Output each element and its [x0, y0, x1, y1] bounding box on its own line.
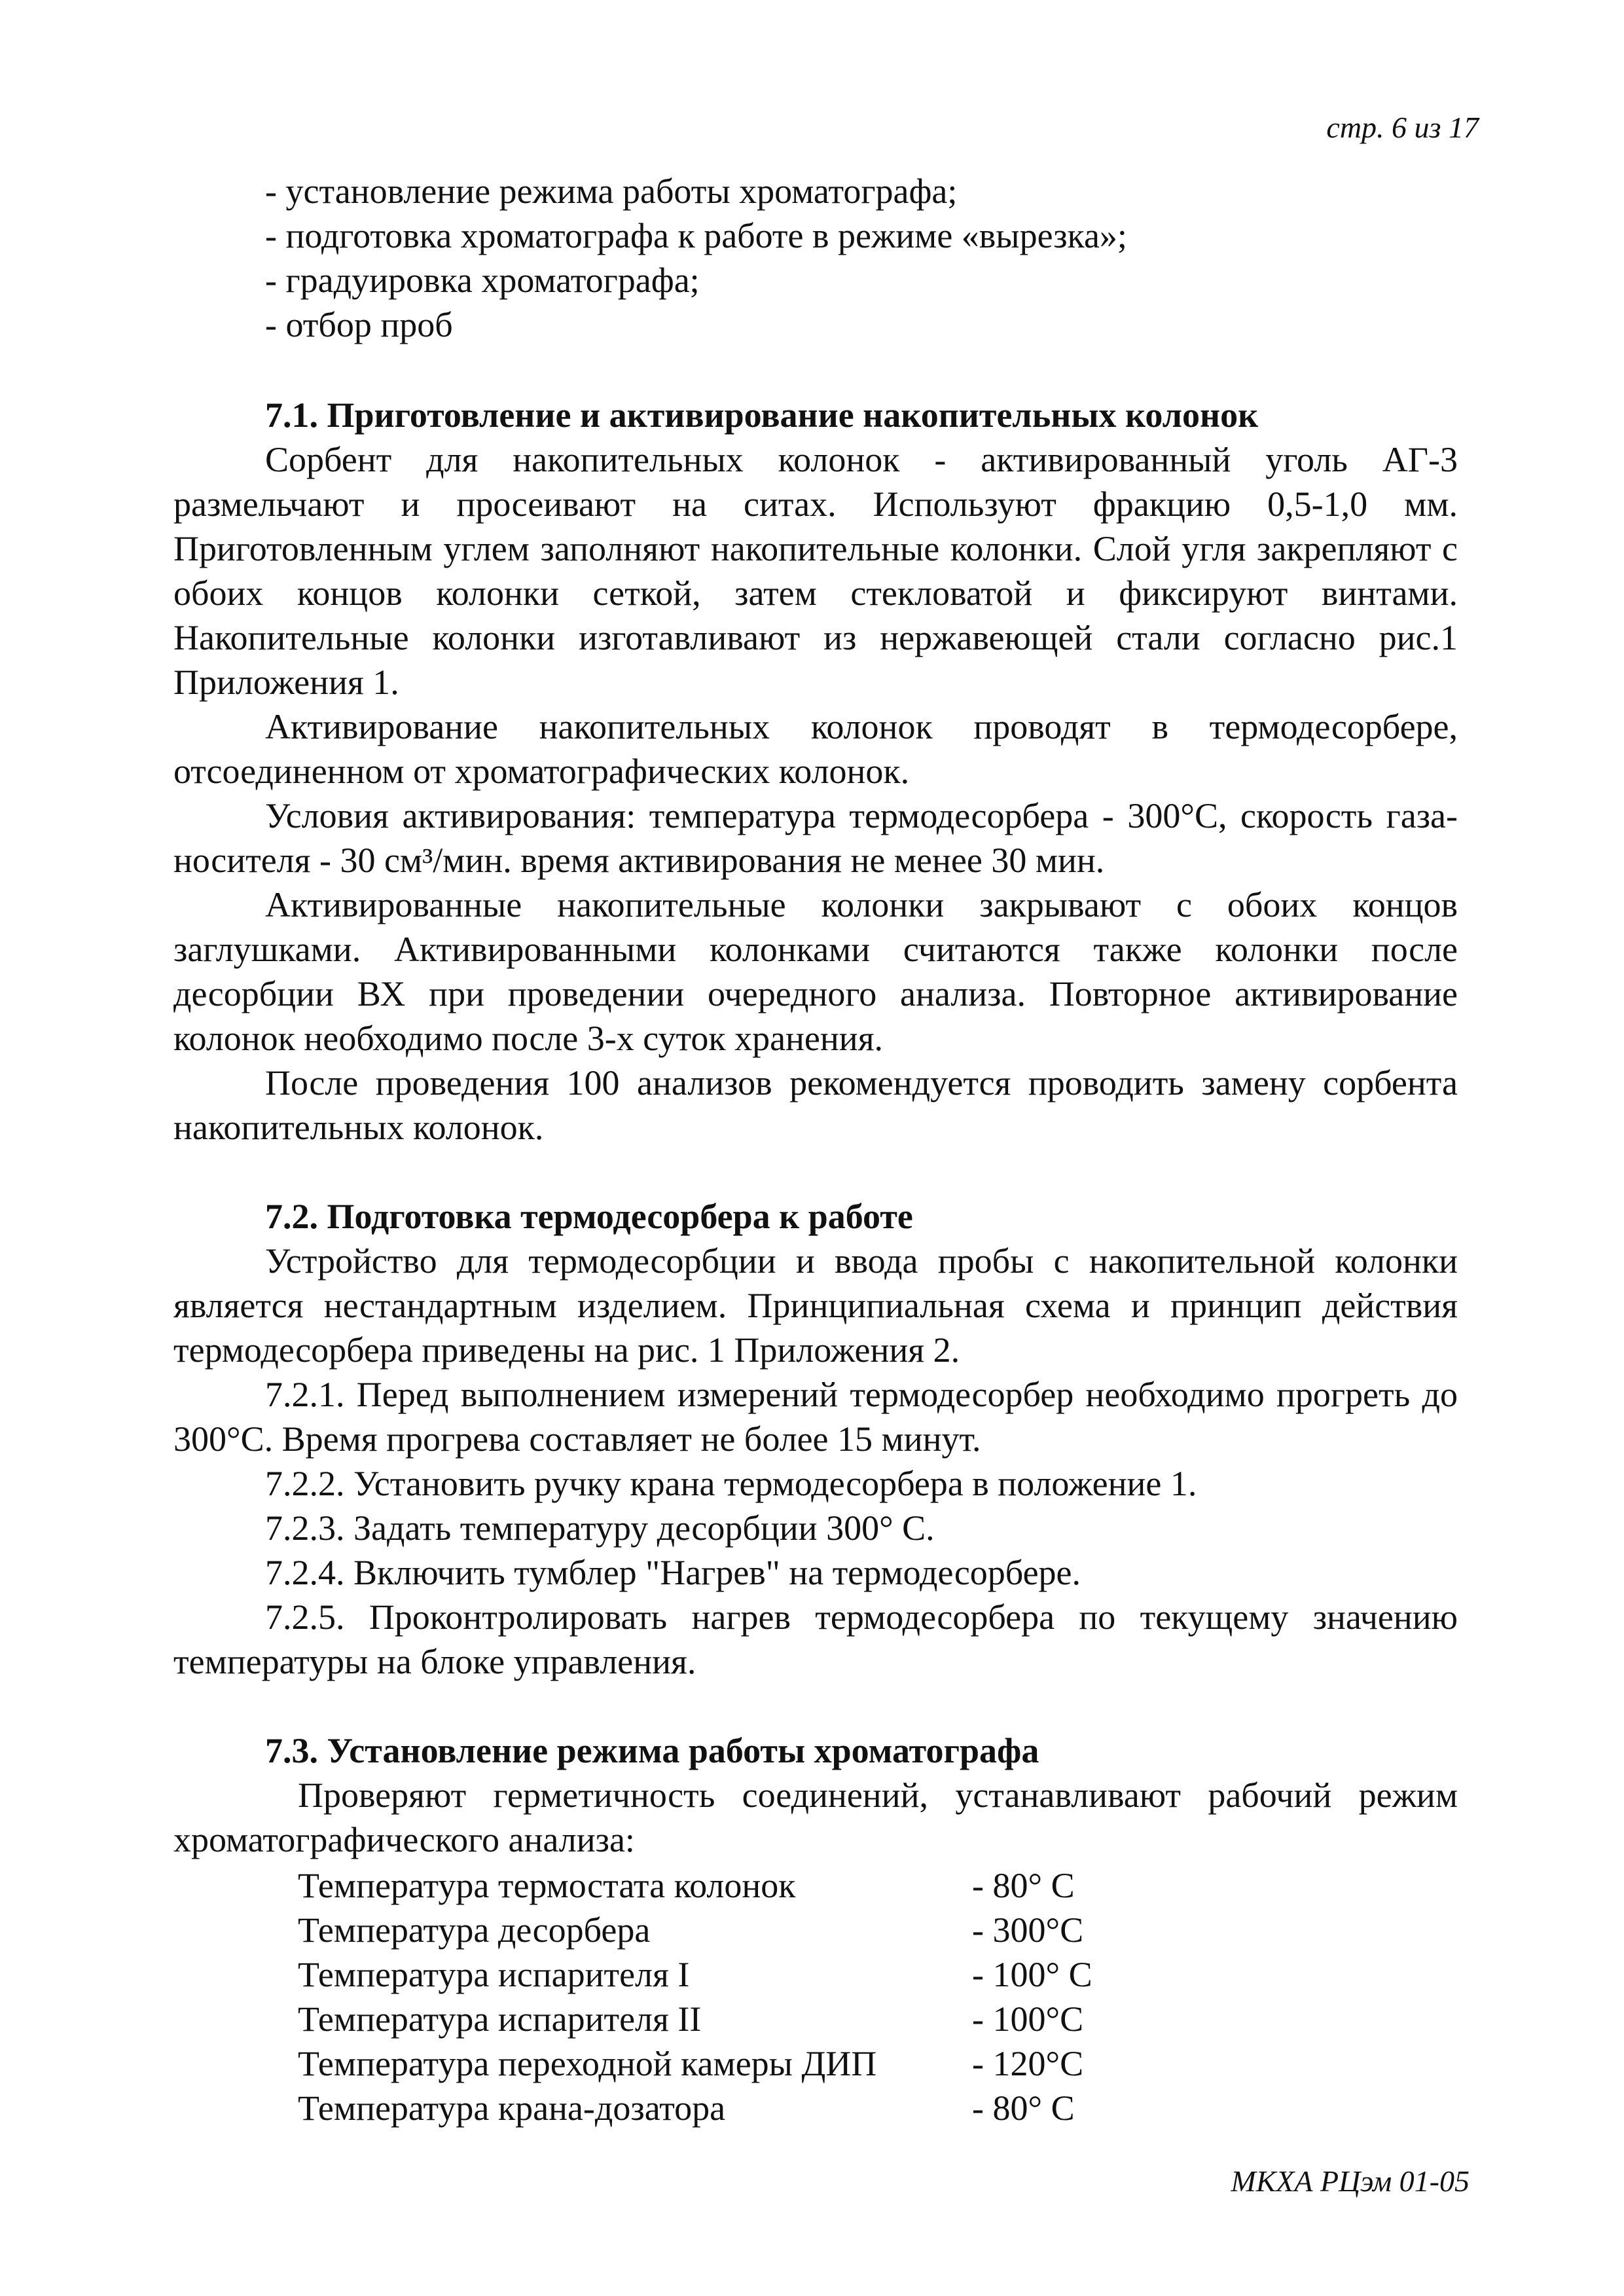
section-title: 7.2. Подготовка термодесорбера к работе: [265, 1197, 913, 1236]
intro-list: [173, 169, 1458, 347]
step-paragraph: 7.2.2. Установить ручку крана термодесорбера в положение 1.: [265, 1464, 1197, 1503]
paragraph: После проведения 100 анализов рекомендуется проводить замену сорбента накопительных колонок.: [173, 1063, 1458, 1147]
parameter-name: Температура переходной камеры ДИП: [298, 2044, 877, 2083]
section-7-1: [173, 393, 1458, 1150]
step-paragraph: 7.2.5. Проконтролировать нагрев термодесорбера по текущему значению температуры на блоке управления.: [173, 1597, 1458, 1681]
parameter-row: [298, 1997, 1123, 2041]
parameter-value: - 80° С: [972, 2088, 1075, 2128]
step-paragraph: 7.2.1. Перед выполнением измерений термодесорбер необходимо прогреть до 300°С. Время прогрева составляет не более 15 минут.: [173, 1375, 1458, 1459]
parameter-row: [298, 2086, 1123, 2130]
list-item: - отбор проб: [265, 305, 453, 344]
section-title: 7.3. Установление режима работы хроматографа: [265, 1731, 1039, 1770]
parameter-row: [298, 1952, 1123, 1997]
section-7-3: [173, 1728, 1458, 2130]
parameter-value: - 100°С: [972, 1999, 1084, 2039]
step-paragraph: 7.2.4. Включить тумблер "Нагрев" на термодесорбере.: [265, 1553, 1081, 1592]
parameter-name: Температура испарителя II: [298, 1999, 702, 2039]
parameter-value: - 300°С: [972, 1910, 1084, 1950]
document-body: [173, 169, 1458, 2130]
section-title: 7.1. Приготовление и активирование накопительных колонок: [265, 395, 1259, 435]
parameter-row: [298, 2041, 1123, 2086]
step-paragraph: 7.2.3. Задать температуру десорбции 300° С.: [265, 1508, 935, 1548]
document-code: МКХА РЦэм 01-05: [1231, 2164, 1470, 2198]
parameter-list: [298, 1863, 1123, 2130]
list-item: - градуировка хроматографа;: [265, 261, 700, 300]
parameter-value: - 80° С: [972, 1866, 1075, 1905]
list-item: - установление режима работы хроматографа;: [265, 172, 958, 211]
paragraph: Проверяют герметичность соединений, устанавливают рабочий режим хроматографического анализа:: [173, 1776, 1458, 1859]
page-number: стр. 6 из 17: [1326, 111, 1479, 144]
parameter-name: Температура испарителя I: [298, 1955, 690, 1994]
paragraph: Активирование накопительных колонок проводят в термодесорбере, отсоединенном от хроматографических колонок.: [173, 707, 1458, 791]
section-7-2: [173, 1194, 1458, 1684]
parameter-value: - 120°С: [972, 2044, 1084, 2083]
paragraph: Устройство для термодесорбции и ввода пробы с накопительной колонки является нестандартным изделием. Принципиальная схема и принцип действия термодесорбера приведены на рис. 1 Приложения 2.: [173, 1241, 1458, 1370]
parameter-name: Температура термостата колонок: [298, 1866, 796, 1905]
paragraph: Условия активирования: температура термодесорбера - 300°С, скорость газа-носителя - 30 см³/мин. время активирования не менее 30 мин.: [173, 796, 1458, 880]
parameter-value: - 100° С: [972, 1955, 1092, 1994]
paragraph: Сорбент для накопительных колонок - активированный уголь АГ-3 размельчают и просеивают на ситах. Используют фракцию 0,5-1,0 мм. Приготовленным углем заполняют накопительные колонки. Слой угля закрепляют с обоих концов колонки сеткой, затем стекловатой и фиксируют винтами. Накопительные колонки изготавливают из нержавеющей стали согласно рис.1 Приложения 1.: [173, 440, 1458, 702]
parameter-name: Температура десорбера: [298, 1910, 651, 1950]
parameter-name: Температура крана-дозатора: [298, 2088, 726, 2128]
paragraph: Активированные накопительные колонки закрывают с обоих концов заглушками. Активированными колонками считаются также колонки после десорбции ВХ при проведении очередного анализа. Повторное активирование колонок необходимо после 3-х суток хранения.: [173, 885, 1458, 1058]
list-item: - подготовка хроматографа к работе в режиме «вырезка»;: [265, 216, 1127, 255]
parameter-row: [298, 1863, 1123, 1908]
parameter-row: [298, 1908, 1123, 1952]
